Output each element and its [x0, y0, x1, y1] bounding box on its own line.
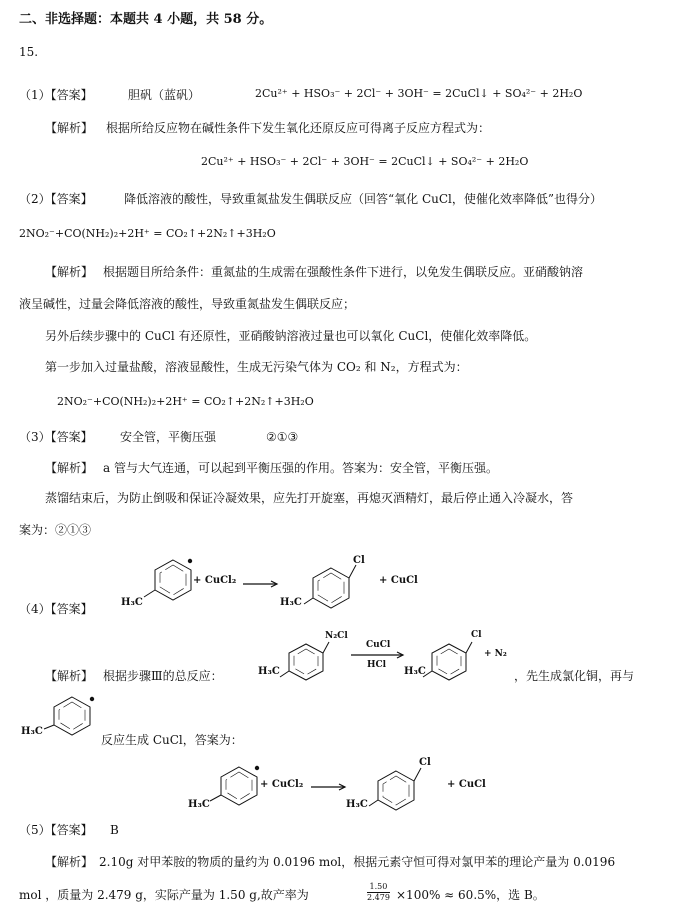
p2-equation: 2NO₂⁻+CO(NH₂)₂+2H⁺ = CO₂↑+2N₂↑+3H₂O: [19, 227, 276, 240]
p4-h3c-6: H₃C: [188, 799, 210, 810]
p3-label: （3）【答案】: [19, 430, 93, 444]
yield-fraction: [367, 883, 390, 902]
p2-answer: 降低溶液的酸性，导致重氮盐发生偶联反应（回答“氧化 CuCl，使催化效率降低”也得分）: [124, 192, 603, 206]
p5-analysis-line-1: 2.10g 对甲苯胺的物质的量约为 0.0196 mol，根据元素守恒可得对氯甲苯的理论产量为 0.0196: [99, 855, 616, 869]
p5-analysis-line-2-pre: mol ，质量为 2.479 g，实际产量为 1.50 g,故产率为: [19, 888, 309, 902]
p4-cl-3: Cl: [419, 757, 431, 768]
p2-equation-2: 2NO₂⁻+CO(NH₂)₂+2H⁺ = CO₂↑+2N₂↑+3H₂O: [57, 395, 314, 408]
yield-fraction-numerator: 1.50: [367, 883, 390, 893]
p1-analysis: 根据所给反应物在碱性条件下发生氧化还原反应可得离子反应方程式为：: [106, 121, 491, 135]
chlorotoluene-structure: [306, 560, 356, 612]
p3-analysis-line-3: 案为：②①③: [19, 523, 92, 537]
p2-analysis-line-4: 第一步加入过量盐酸，溶液显酸性，生成无污染气体为 CO₂ 和 N₂，方程式为：: [45, 360, 468, 374]
methylphenyl-radical-structure-3: [217, 763, 263, 809]
p1-equation: 2Cu²⁺ + HSO₃⁻ + 2Cl⁻ + 3OH⁻ = 2CuCl↓ + SO₄²⁻ + 2H₂O: [255, 87, 583, 100]
catalyst-arrow-icon: [351, 651, 405, 659]
p4-cat-top: CuCl: [366, 640, 391, 650]
p5-analysis-label: 【解析】: [45, 855, 94, 869]
p3-analysis-line-2: 蒸馏结束后，为防止倒吸和保证冷凝效果，应先打开旋塞，再熄灭酒精灯，最后停止通入冷凝水，答: [45, 491, 574, 505]
reaction-arrow-icon-2: [311, 783, 347, 791]
p2-analysis-label: 【解析】: [45, 265, 94, 279]
p4-h3c-4: H₃C: [404, 666, 426, 677]
p5-label: （5）【答案】: [19, 823, 93, 837]
p1-answer: 胆矾（蓝矾）: [128, 88, 201, 102]
question-number: 15.: [19, 45, 39, 59]
p4-h3c-2: H₃C: [280, 597, 302, 608]
p1-label: （1）【答案】: [19, 88, 93, 102]
p4-analysis-post: 反应生成 CuCl，答案为：: [101, 733, 243, 747]
p3-order: ②①③: [266, 430, 299, 444]
p1-analysis-label: 【解析】: [45, 121, 94, 135]
p4-h3c-5: H₃C: [21, 726, 43, 737]
p4-plus-cucl2-2: + CuCl₂: [260, 779, 304, 790]
p3-analysis-line-1: a 管与大气连通，可以起到平衡压强的作用。答案为：安全管，平衡压强。: [103, 461, 498, 475]
p4-plus-cucl-1: + CuCl: [379, 575, 418, 586]
p4-plus-cucl-2: + CuCl: [447, 779, 486, 790]
p4-analysis-label: 【解析】: [45, 669, 94, 683]
section-header: 二、非选择题：本题共 4 小题，共 58 分。: [19, 12, 273, 27]
p5-analysis-line-2-post: ×100% ≈ 60.5%，选 B。: [396, 888, 545, 902]
p2-analysis-line-3: 另外后续步骤中的 CuCl 有还原性，亚硝酸钠溶液过量也可以氧化 CuCl，使催化效率降低。: [45, 329, 537, 343]
p4-h3c-1: H₃C: [121, 597, 143, 608]
p3-answer: 安全管，平衡压强: [120, 430, 217, 444]
p2-analysis-line-2: 液呈碱性，过量会降低溶液的酸性，导致重氮盐发生偶联反应；: [19, 297, 356, 311]
diazonium-structure: [283, 636, 333, 686]
p5-answer: B: [110, 823, 119, 837]
yield-fraction-denominator: 2.479: [367, 893, 390, 902]
p4-h3c-7: H₃C: [346, 799, 368, 810]
p4-cat-bottom: HCl: [367, 660, 387, 670]
chlorotoluene-structure-3: [371, 763, 421, 813]
p2-analysis-line-1: 根据题目所给条件：重氮盐的生成需在强酸性条件下进行，以免发生偶联反应。亚硝酸钠溶: [103, 265, 584, 279]
p4-cl-1: Cl: [353, 555, 365, 566]
p4-plus-cucl2-1: + CuCl₂: [193, 575, 237, 586]
p4-cl-2: Cl: [471, 630, 482, 640]
p4-n2cl: N₂Cl: [325, 631, 348, 641]
chlorotoluene-structure-2: [426, 636, 474, 686]
p4-h3c-3: H₃C: [258, 666, 280, 677]
p4-analysis-pre: 根据步骤Ⅲ的总反应：: [103, 669, 223, 683]
p4-label: （4）【答案】: [19, 602, 93, 616]
methylphenyl-radical-structure-2: [50, 693, 98, 735]
p3-analysis-label: 【解析】: [45, 461, 94, 475]
p2-label: （2）【答案】: [19, 192, 93, 206]
methylphenyl-radical-structure: [150, 556, 196, 606]
reaction-arrow-icon: [243, 580, 279, 588]
p1-equation-2: 2Cu²⁺ + HSO₃⁻ + 2Cl⁻ + 3OH⁻ = 2CuCl↓ + SO₄²⁻ + 2H₂O: [201, 155, 529, 168]
p4-plus-n2: + N₂: [484, 649, 507, 659]
p4-analysis-mid: ，先生成氯化铜，再与: [514, 669, 635, 683]
